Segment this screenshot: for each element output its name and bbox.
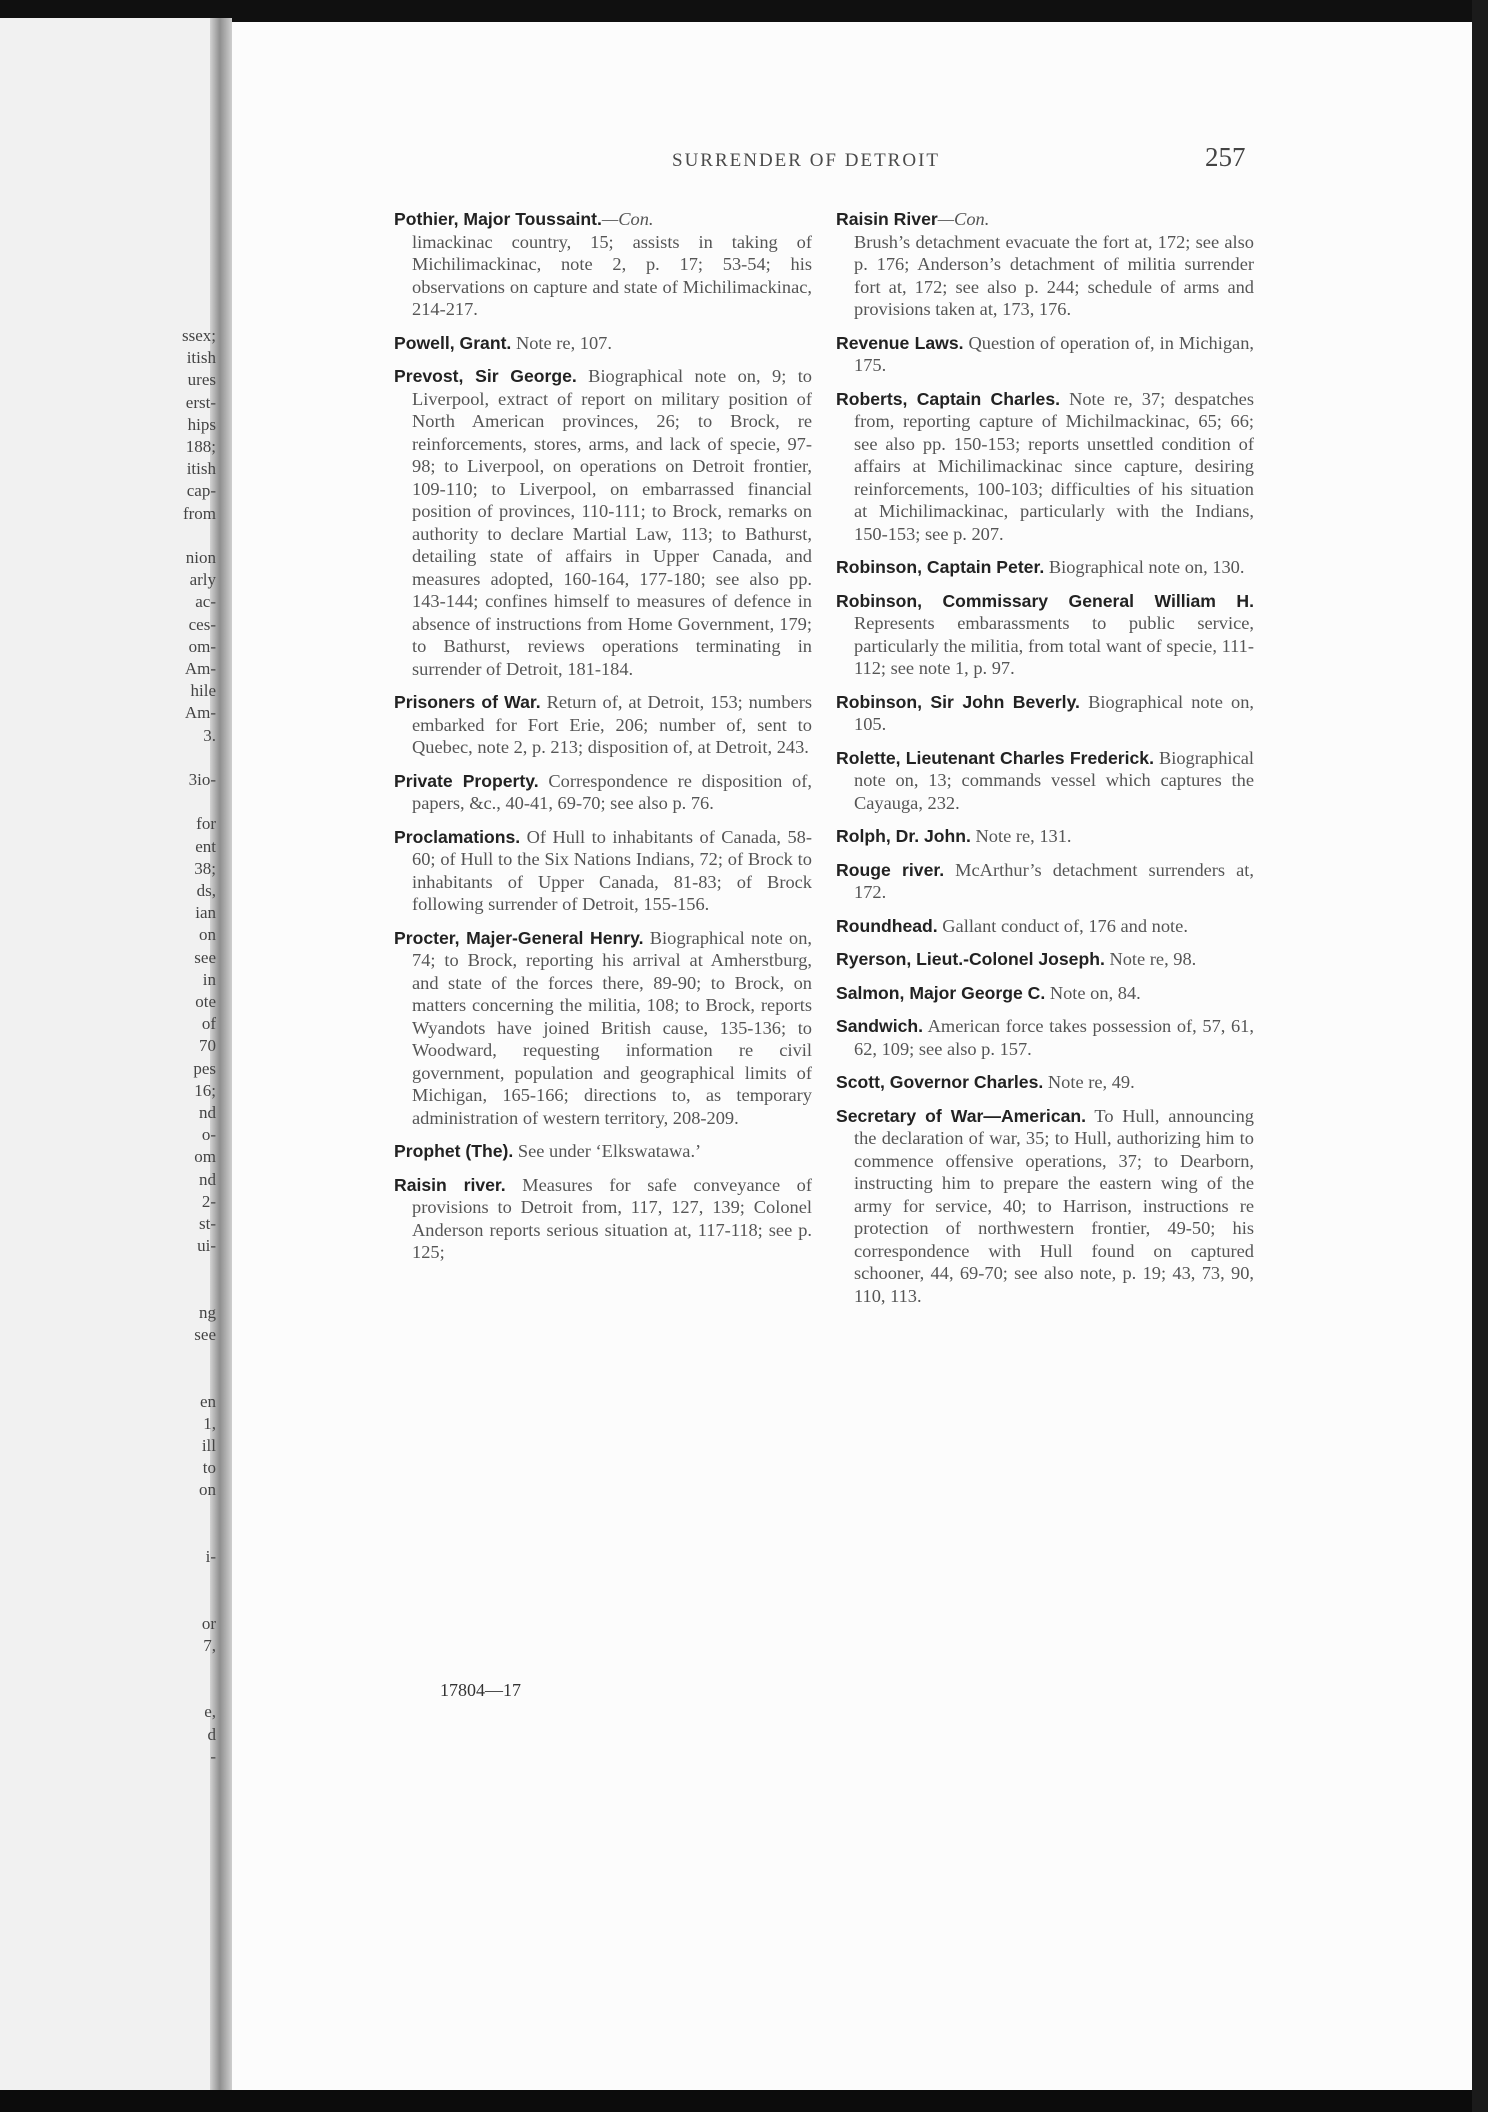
index-headword: Pothier, Major Toussaint. (394, 209, 602, 229)
index-entry (836, 915, 1254, 938)
index-entry (836, 859, 1254, 904)
facing-page-fragment: - (210, 1746, 216, 1766)
facing-page-fragment: nion (185, 548, 216, 567)
facing-page-fragment: or (201, 1613, 216, 1633)
facing-page-fragment: ill (201, 1436, 216, 1455)
index-entry (394, 927, 812, 1130)
facing-page-fragment: st- (199, 1214, 216, 1233)
index-entry (836, 556, 1254, 579)
facing-page-fragment: ces- (188, 614, 216, 634)
index-entry (836, 948, 1254, 971)
index-entry (394, 826, 812, 916)
index-headword: Raisin river. (394, 1174, 506, 1195)
facing-page-fragment: ds, (196, 881, 216, 900)
index-entry-text: Biographical note on, 9; to Liverpool, extract of report on military position of North American provinces, 26; to Brock, re reinforcements, stores, arms, and lack of specie, 97-98; to Liverpool, on operations on Detroit frontier, 109-110; to Liverpool, on embarrassed financial position of provinces, 110-111; to Brock, remarks on authority to declare Martial Law, 113; to Bathurst, detailing state of affairs in Upper Canada, and measures adopted, 160-164, 177-180; see also pp. 143-144; confines himself to measures of defence in absence of instructions from Home Government, 179; to Bathurst, reviews operations terminating in surrender of Detroit, 181-184. (412, 366, 812, 679)
facing-page-fragment: see (194, 947, 216, 967)
index-headword: Revenue Laws. (836, 332, 964, 353)
index-entry-text: Note re, 98. (1109, 949, 1197, 969)
facing-page-fragment: 1, (203, 1413, 216, 1433)
index-headword: Robinson, Sir John Beverly. (836, 691, 1080, 712)
index-entry (836, 1015, 1254, 1060)
facing-page-fragment: hips (187, 414, 216, 434)
facing-page-fragment: ian (195, 903, 216, 923)
scan-right-border (1472, 0, 1488, 2112)
facing-page-fragment: erst- (185, 392, 216, 412)
facing-page-fragment: d (207, 1724, 216, 1744)
index-entry (836, 208, 1254, 321)
continued-marker: —Con. (601, 209, 654, 229)
index-entry-text: See under ‘Elkswatawa.’ (517, 1141, 702, 1161)
index-entry-text: To Hull, announcing the declaration of war, 35; to Hull, authorizing him to commence offensive operations, 37; to Dearborn, instructing him to prepare the eastern wing of the army for service, 40; to Harrison, instructions re protection of northwestern frontier, 49-50; his correspondence with Hull found on captured schooner, 44, 69-70; see also note, p. 19; 43, 73, 90, 110, 113. (854, 1105, 1255, 1306)
index-column-left (394, 208, 812, 1275)
index-headword: Scott, Governor Charles. (836, 1072, 1044, 1092)
scan-bottom-border (0, 2090, 1488, 2112)
index-entry-text: Return of, at Detroit, 153; numbers embarked for Fort Erie, 206; number of, sent to Quebec, note 2, p. 213; disposition of, at Detroit, 243. (412, 692, 812, 757)
index-headword: Robinson, Captain Peter. (836, 557, 1045, 577)
index-headword: Secretary of War—American. (836, 1105, 1087, 1126)
facing-page-fragment: 38; (194, 858, 216, 878)
page-number: 257 (1205, 142, 1246, 172)
index-entry-text: Biographical note on, 74; to Brock, reporting his arrival at Amherstburg, and state of the forces there, 89-90; to Brock, on matters concerning the militia, 108; to Brock, reports Wyandots have joined British cause, 135-136; to Woodward, requesting information re civil government, population and geographical limits of Michigan, 165-166; directions to, as temporary administration of western territory, 208-209. (412, 927, 812, 1128)
index-entry (394, 1140, 812, 1163)
printer-signature: 17804—17 (440, 1680, 521, 1700)
facing-page-fragment: nd (199, 1103, 216, 1122)
continued-marker: —Con. (937, 209, 990, 229)
facing-page-fragment: hile (190, 681, 216, 701)
facing-page-fragment: 3io- (188, 770, 216, 789)
facing-page-fragment: to (202, 1458, 216, 1478)
facing-page-fragment: pes (193, 1058, 216, 1078)
index-entry-text: Note re, 131. (975, 826, 1072, 846)
facing-page-fragment: on (199, 1480, 216, 1500)
index-headword: Ryerson, Lieut.-Colonel Joseph. (836, 949, 1105, 969)
facing-page-fragment: Am- (184, 659, 216, 678)
facing-page-fragment: e, (204, 1702, 216, 1722)
index-headword: Private Property. (394, 770, 539, 791)
facing-page-fragment: on (199, 925, 216, 945)
facing-page-fragment: ng (199, 1302, 216, 1322)
facing-page-fragment: arly (189, 570, 216, 590)
index-entry (836, 590, 1254, 680)
index-entry-text: McArthur’s detachment surrenders at, 172. (854, 859, 1254, 902)
index-entry-text: Biographical note on, 105. (854, 691, 1254, 734)
index-entry (836, 747, 1254, 815)
index-entry-text: Gallant conduct of, 176 and note. (942, 915, 1188, 936)
facing-page-fragment: of (201, 1014, 216, 1034)
index-headword: Raisin River (836, 209, 938, 229)
index-entry-text: Biographical note on, 13; commands vessel which captures the Cayauga, 232. (854, 747, 1254, 813)
facing-page-fragment: cap- (186, 481, 216, 501)
facing-page-fragment: ures (187, 370, 216, 390)
index-headword: Powell, Grant. (394, 332, 512, 353)
facing-page-fragment: nd (199, 1169, 216, 1189)
facing-page-fragment: ent (195, 836, 216, 856)
facing-page-fragment: o- (201, 1125, 216, 1145)
facing-page-fragment: om- (188, 636, 216, 656)
index-entry (836, 1071, 1254, 1094)
index-headword: Procter, Majer-General Henry. (394, 927, 644, 948)
index-headword: Roundhead. (836, 915, 938, 936)
facing-page-fragment: om (194, 1147, 216, 1167)
index-column-right (836, 208, 1254, 1318)
index-entry-text: Question of operation of, in Michigan, 175. (854, 332, 1254, 375)
facing-page-fragment: from (182, 503, 216, 523)
index-entry (394, 1174, 812, 1264)
index-headword: Rolette, Lieutenant Charles Frederick. (836, 747, 1154, 768)
facing-page-fragment: ac- (195, 592, 216, 612)
facing-page-fragment: 7, (203, 1635, 216, 1655)
index-entry (836, 825, 1254, 848)
index-entry (394, 365, 812, 680)
index-entry (394, 770, 812, 815)
facing-page-fragment: 188; (185, 437, 216, 456)
index-headword: Rouge river. (836, 859, 945, 880)
index-entry-text: Note on, 84. (1049, 982, 1141, 1003)
index-entry-text: Note re, 107. (515, 332, 612, 353)
facing-page-fragment: for (196, 814, 216, 834)
index-entry (836, 691, 1254, 736)
index-entry-text: Brush’s detachment evacuate the fort at, 172; see also p. 176; Anderson’s detachment of militia surrender fort at, 172; see also p. 244; schedule of arms and provisions taken at, 173, 176. (854, 231, 1254, 319)
index-entry-text: limackinac country, 15; assists in taking of Michilimackinac, note 2, p. 17; 53-54; his observations on capture and state of Michilimackinac, 214-217. (412, 231, 812, 319)
index-headword: Sandwich. (836, 1016, 924, 1036)
index-entry (394, 208, 812, 321)
facing-page-fragment: 16; (194, 1080, 216, 1100)
facing-page-fragment: 2- (201, 1191, 216, 1211)
facing-page-fragment: itish (186, 459, 216, 479)
index-entry-text: American force takes possession of, 57, 61, 62, 109; see also p. 157. (854, 1016, 1254, 1059)
index-entry (836, 388, 1254, 546)
facing-page-fragment: 3. (203, 725, 216, 745)
index-entry (836, 332, 1254, 377)
index-entry-text: Note re, 49. (1047, 1072, 1135, 1092)
index-entry (836, 1105, 1254, 1308)
index-headword: Rolph, Dr. John. (836, 826, 971, 846)
index-entry-text: Measures for safe conveyance of provisions to Detroit from, 117, 127, 139; Colonel Anderson reports serious situation at, 117-118; see p. 125; (412, 1174, 812, 1262)
index-entry-text: Biographical note on, 130. (1048, 557, 1245, 577)
facing-page-fragment: 70 (199, 1036, 216, 1056)
index-headword: Prevost, Sir George. (394, 366, 577, 386)
facing-page-fragment: ote (195, 992, 216, 1011)
running-title: SURRENDER OF DETROIT (672, 150, 941, 171)
facing-page-fragment: i- (205, 1547, 216, 1566)
index-entry-text: Of Hull to inhabitants of Canada, 58-60; of Hull to the Six Nations Indians, 72; of Brock to inhabitants of Upper Canada, 81-83; of Brock following surrender of Detroit, 155-156. (412, 826, 812, 914)
facing-page-fragment: Am- (184, 703, 216, 723)
index-headword: Prophet (The). (394, 1141, 514, 1161)
index-entry-text: Note re, 37; despatches from, reporting capture of Michilmackinac, 65; 66; see also pp. 150-153; reports unsettled condition of affairs at Michilimackinac since capture, desiring reinforcements, 100-103; difficulties of his situation at Michilimackinac, particularly with the Indians, 150-153; see p. 207. (854, 388, 1255, 544)
index-entry (394, 332, 812, 355)
index-entry (394, 691, 812, 759)
index-entry (836, 982, 1254, 1005)
index-headword: Proclamations. (394, 826, 521, 847)
facing-page-fragment: ui- (197, 1236, 216, 1256)
index-entry-text: Correspondence re disposition of, papers, &c., 40-41, 69-70; see also p. 76. (412, 770, 812, 813)
facing-page-fragment: itish (186, 348, 216, 368)
index-entry-text: Represents embarassments to public service, particularly the militia, from total want of specie, 111-112; see note 1, p. 97. (854, 613, 1254, 678)
index-headword: Salmon, Major George C. (836, 982, 1046, 1003)
index-headword: Prisoners of War. (394, 692, 541, 712)
facing-page-fragment: in (202, 969, 216, 989)
index-headword: Robinson, Commissary General William H. (836, 590, 1254, 611)
index-headword: Roberts, Captain Charles. (836, 388, 1060, 409)
facing-page-fragment: ssex; (182, 326, 216, 345)
facing-page-fragment: en (199, 1391, 216, 1411)
facing-page-fragment: see (194, 1325, 216, 1344)
